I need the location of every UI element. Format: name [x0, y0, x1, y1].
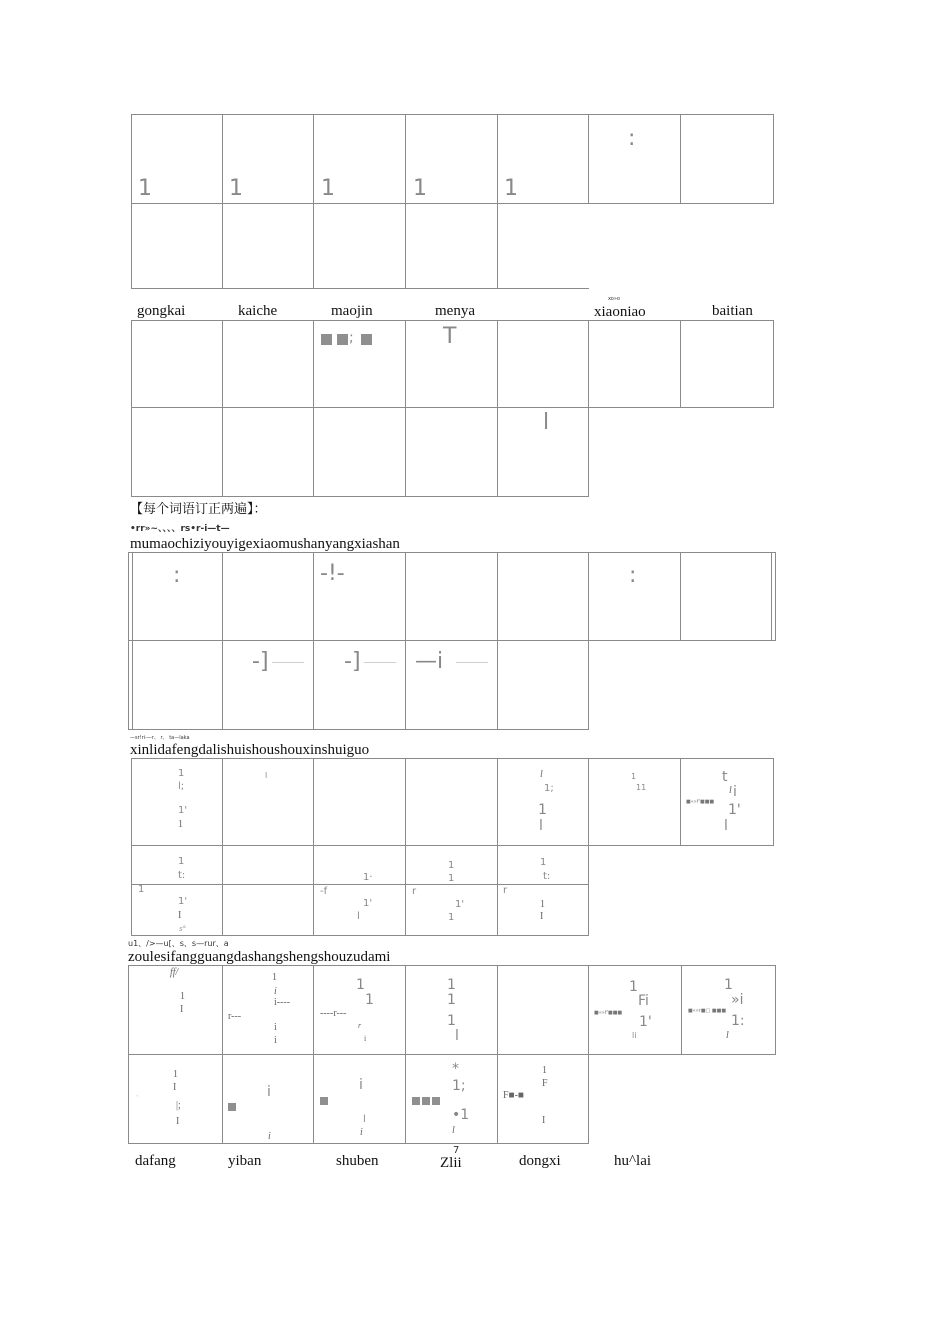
grid-cell: [222, 758, 314, 846]
pinyin-mark: 7: [453, 1145, 460, 1156]
grid-cell: [680, 114, 774, 204]
grid-cell: [128, 1054, 223, 1144]
mark-comma: 、: [136, 1091, 143, 1098]
mark-one: 1: [365, 992, 374, 1008]
mark-f-block: F■-■: [503, 1090, 524, 1101]
mark-i: i: [364, 1034, 367, 1043]
mark-one: 1: [178, 768, 185, 779]
grid-cell: [222, 552, 314, 641]
pinyin-word: kaiche: [238, 303, 278, 319]
mark-i: i: [733, 784, 737, 800]
grid-cell: [131, 320, 223, 408]
mark-one: 1: [542, 1065, 547, 1076]
ink-block: [361, 334, 372, 345]
mark-cap-i: I: [173, 1082, 177, 1093]
mark-one: 1: [178, 819, 183, 830]
grid-cell: [131, 203, 223, 289]
mark-one: 1: [356, 977, 365, 993]
mark-one: 1: [447, 1013, 456, 1029]
mark-r-dashes: r---: [228, 1011, 242, 1022]
grid-cell: [588, 320, 681, 408]
pinyin-word: gongkai: [137, 303, 186, 319]
mark-one: 1: [229, 176, 243, 201]
pinyin-word: shuben: [336, 1153, 379, 1169]
faint-line: [272, 662, 304, 663]
mark-colon: :: [629, 563, 637, 588]
noise-text: u1、/>—u[、s、s—rur、a: [128, 939, 229, 948]
mark-one: 1: [724, 977, 733, 993]
mark-f-dash: -f: [320, 886, 328, 897]
grid-cell: [128, 965, 223, 1055]
mark-l-semi: l;: [178, 781, 185, 792]
grid-cell: [405, 203, 498, 289]
mark-one-quote: 1': [178, 805, 188, 816]
mark-i: i: [268, 1131, 271, 1142]
noise-text: —sr!ri-—r、 r、 ta—laka: [130, 735, 190, 741]
mark-pipe-semi: |;: [176, 1100, 181, 1111]
ink-block: [228, 1103, 236, 1111]
tiny-label: ■«»f'■■■: [594, 1010, 623, 1016]
grid-cell: [222, 965, 314, 1055]
mark-one: 1: [629, 979, 638, 995]
mark-dash-bracket: -]: [344, 649, 361, 674]
mark-bar: l: [455, 1028, 459, 1044]
mark-italic-l: l: [540, 769, 543, 780]
pinyin-word: baitian: [712, 303, 753, 319]
ink-block: [337, 334, 348, 345]
mark-one: 1: [272, 972, 277, 983]
mark-one: 1: [540, 857, 547, 868]
divider: [771, 552, 772, 641]
mark-cap-i: I: [540, 911, 544, 922]
grid-cell: [313, 203, 406, 289]
divider: [497, 288, 589, 289]
pinyin-word: xiaoniao: [594, 304, 646, 320]
pinyin-word: dafang: [135, 1153, 176, 1169]
mark-bar: l: [539, 818, 543, 834]
grid-cell: [313, 758, 406, 846]
mark-dash-i: —i: [415, 649, 444, 674]
pinyin-line: mumaochiziyouyigexiaomushanyangxiashan: [130, 536, 400, 552]
pinyin-word: yiban: [228, 1153, 262, 1169]
mark-t-colon: t:: [178, 870, 186, 881]
grid-cell: [680, 320, 774, 408]
mark-i: i: [359, 1077, 363, 1093]
mark-italic-l: l: [729, 785, 732, 796]
mark-bar: l: [363, 1114, 366, 1125]
mark-semicolon: ;: [349, 330, 354, 346]
mark-one: 1: [173, 1069, 178, 1080]
mark-ii: li: [632, 1031, 637, 1040]
mark-one: 1: [540, 899, 545, 910]
mark-cap-i: I: [176, 1116, 180, 1127]
mark-fi: Fi: [638, 993, 649, 1009]
ink-block: [412, 1097, 420, 1105]
mark-t: T: [443, 324, 457, 349]
mark-one-colon: 1:: [731, 1013, 745, 1029]
mark-one-semi: 1;: [452, 1078, 466, 1094]
divider: [131, 884, 589, 885]
pinyin-word: Zlii: [440, 1155, 462, 1171]
mark-i: i: [274, 1035, 277, 1046]
mark-one: 1: [631, 772, 637, 781]
mark-one: 1: [413, 176, 427, 201]
grid-cell: [497, 552, 589, 641]
mark-one-semi: 1;: [544, 783, 554, 794]
mark-bar: l: [265, 771, 268, 780]
grid-cell: [680, 552, 776, 641]
mark-i: i: [274, 986, 277, 997]
grid-cell: [222, 407, 314, 497]
tiny-label: ■«»f'■■■: [686, 799, 715, 805]
grid-cell: [497, 320, 589, 408]
mark-one-tick: 1·: [363, 872, 373, 883]
pinyin-word: maojin: [331, 303, 373, 319]
faint-line: [364, 662, 396, 663]
mark-r: r: [358, 1021, 362, 1030]
small-annotation: xo»o: [608, 296, 620, 302]
mark-one: 1: [321, 176, 335, 201]
faint-line: [456, 662, 488, 663]
mark-bar: l: [543, 410, 550, 435]
grid-cell: [222, 320, 314, 408]
mark-s-super: s°: [179, 925, 187, 933]
grid-cell: [222, 203, 314, 289]
mark-one: 1: [504, 176, 518, 201]
mark-ff: ff/: [170, 967, 179, 978]
instruction-text: 【每个词语订正两遍】：: [130, 502, 267, 517]
mark-r: r: [503, 885, 508, 896]
grid-cell: [497, 640, 589, 730]
mark-t: t: [722, 769, 728, 785]
mark-one-quote: 1': [728, 802, 741, 818]
mark-one: 1: [180, 991, 185, 1002]
mark-cap-i: I: [180, 1004, 184, 1015]
mark-italic-l: l: [726, 1030, 729, 1041]
mark-one-quote: 1': [639, 1014, 652, 1030]
mark-one: 1: [538, 802, 547, 818]
mark-one: 1: [138, 176, 152, 201]
mark-one: 1: [447, 992, 456, 1008]
mark-cap-i: I: [542, 1115, 546, 1126]
grid-cell: [405, 758, 498, 846]
grid-cell: [405, 407, 498, 497]
mark-star: *: [452, 1061, 459, 1077]
mark-bar: l: [357, 911, 360, 922]
mark-dash-bracket: -]: [252, 649, 269, 674]
mark-dash-bang: -!-: [320, 561, 345, 586]
mark-i: i: [267, 1084, 271, 1100]
mark-one: 1: [447, 977, 456, 993]
mark-i: i: [360, 1127, 363, 1138]
mark-colon: :: [173, 563, 181, 588]
mark-one-quote: 1': [455, 899, 465, 910]
mark-one: 1: [178, 856, 185, 867]
grid-cell: [222, 845, 314, 936]
pinyin-word: dongxi: [519, 1153, 561, 1169]
mark-i: i: [274, 1022, 277, 1033]
pinyin-word: menya: [435, 303, 475, 319]
grid-cell: [128, 640, 223, 730]
ink-block: [320, 1097, 328, 1105]
mark-one-quote: 1': [363, 898, 373, 909]
mark-dash-r: ----r---: [320, 1008, 347, 1019]
grid-cell: [131, 758, 223, 846]
mark-one-quote: 1': [178, 896, 188, 907]
pinyin-line: zoulesifangguangdashangshengshouzudami: [128, 949, 391, 965]
grid-cell: [313, 407, 406, 497]
mark-raquo-i: »i: [731, 992, 744, 1008]
mark-one: 1: [448, 860, 455, 871]
grid-cell: [497, 965, 589, 1055]
mark-r: r: [412, 886, 417, 897]
mark-l-colon: t:: [543, 871, 551, 882]
mark-eleven: 11: [636, 783, 647, 792]
mark-italic-l: l: [452, 1125, 455, 1136]
mark-i-dashes: i----: [274, 997, 291, 1008]
mark-colon: :: [628, 126, 636, 151]
pinyin-line: xinlidafengdalishuishoushouxinshuiguo: [130, 742, 370, 758]
ink-block: [321, 334, 332, 345]
mark-one: 1: [448, 912, 455, 923]
ink-block: [422, 1097, 430, 1105]
mark-one: 1: [448, 873, 455, 884]
mark-bar: l: [724, 818, 728, 834]
mark-one: 1: [138, 884, 145, 895]
mark-dot-one: •1: [452, 1107, 470, 1123]
grid-cell: [131, 845, 223, 936]
mark-cap-i: I: [178, 910, 182, 921]
grid-cell: [405, 552, 498, 641]
pinyin-word: hu^lai: [614, 1153, 652, 1169]
mark-f-cap: F: [542, 1078, 548, 1089]
tiny-label: ■«»r■□ ■■■: [688, 1008, 727, 1014]
ink-block: [432, 1097, 440, 1105]
grid-cell: [131, 407, 223, 497]
noise-text: •rr»~、、、、rs•r-i—t—: [130, 524, 230, 534]
